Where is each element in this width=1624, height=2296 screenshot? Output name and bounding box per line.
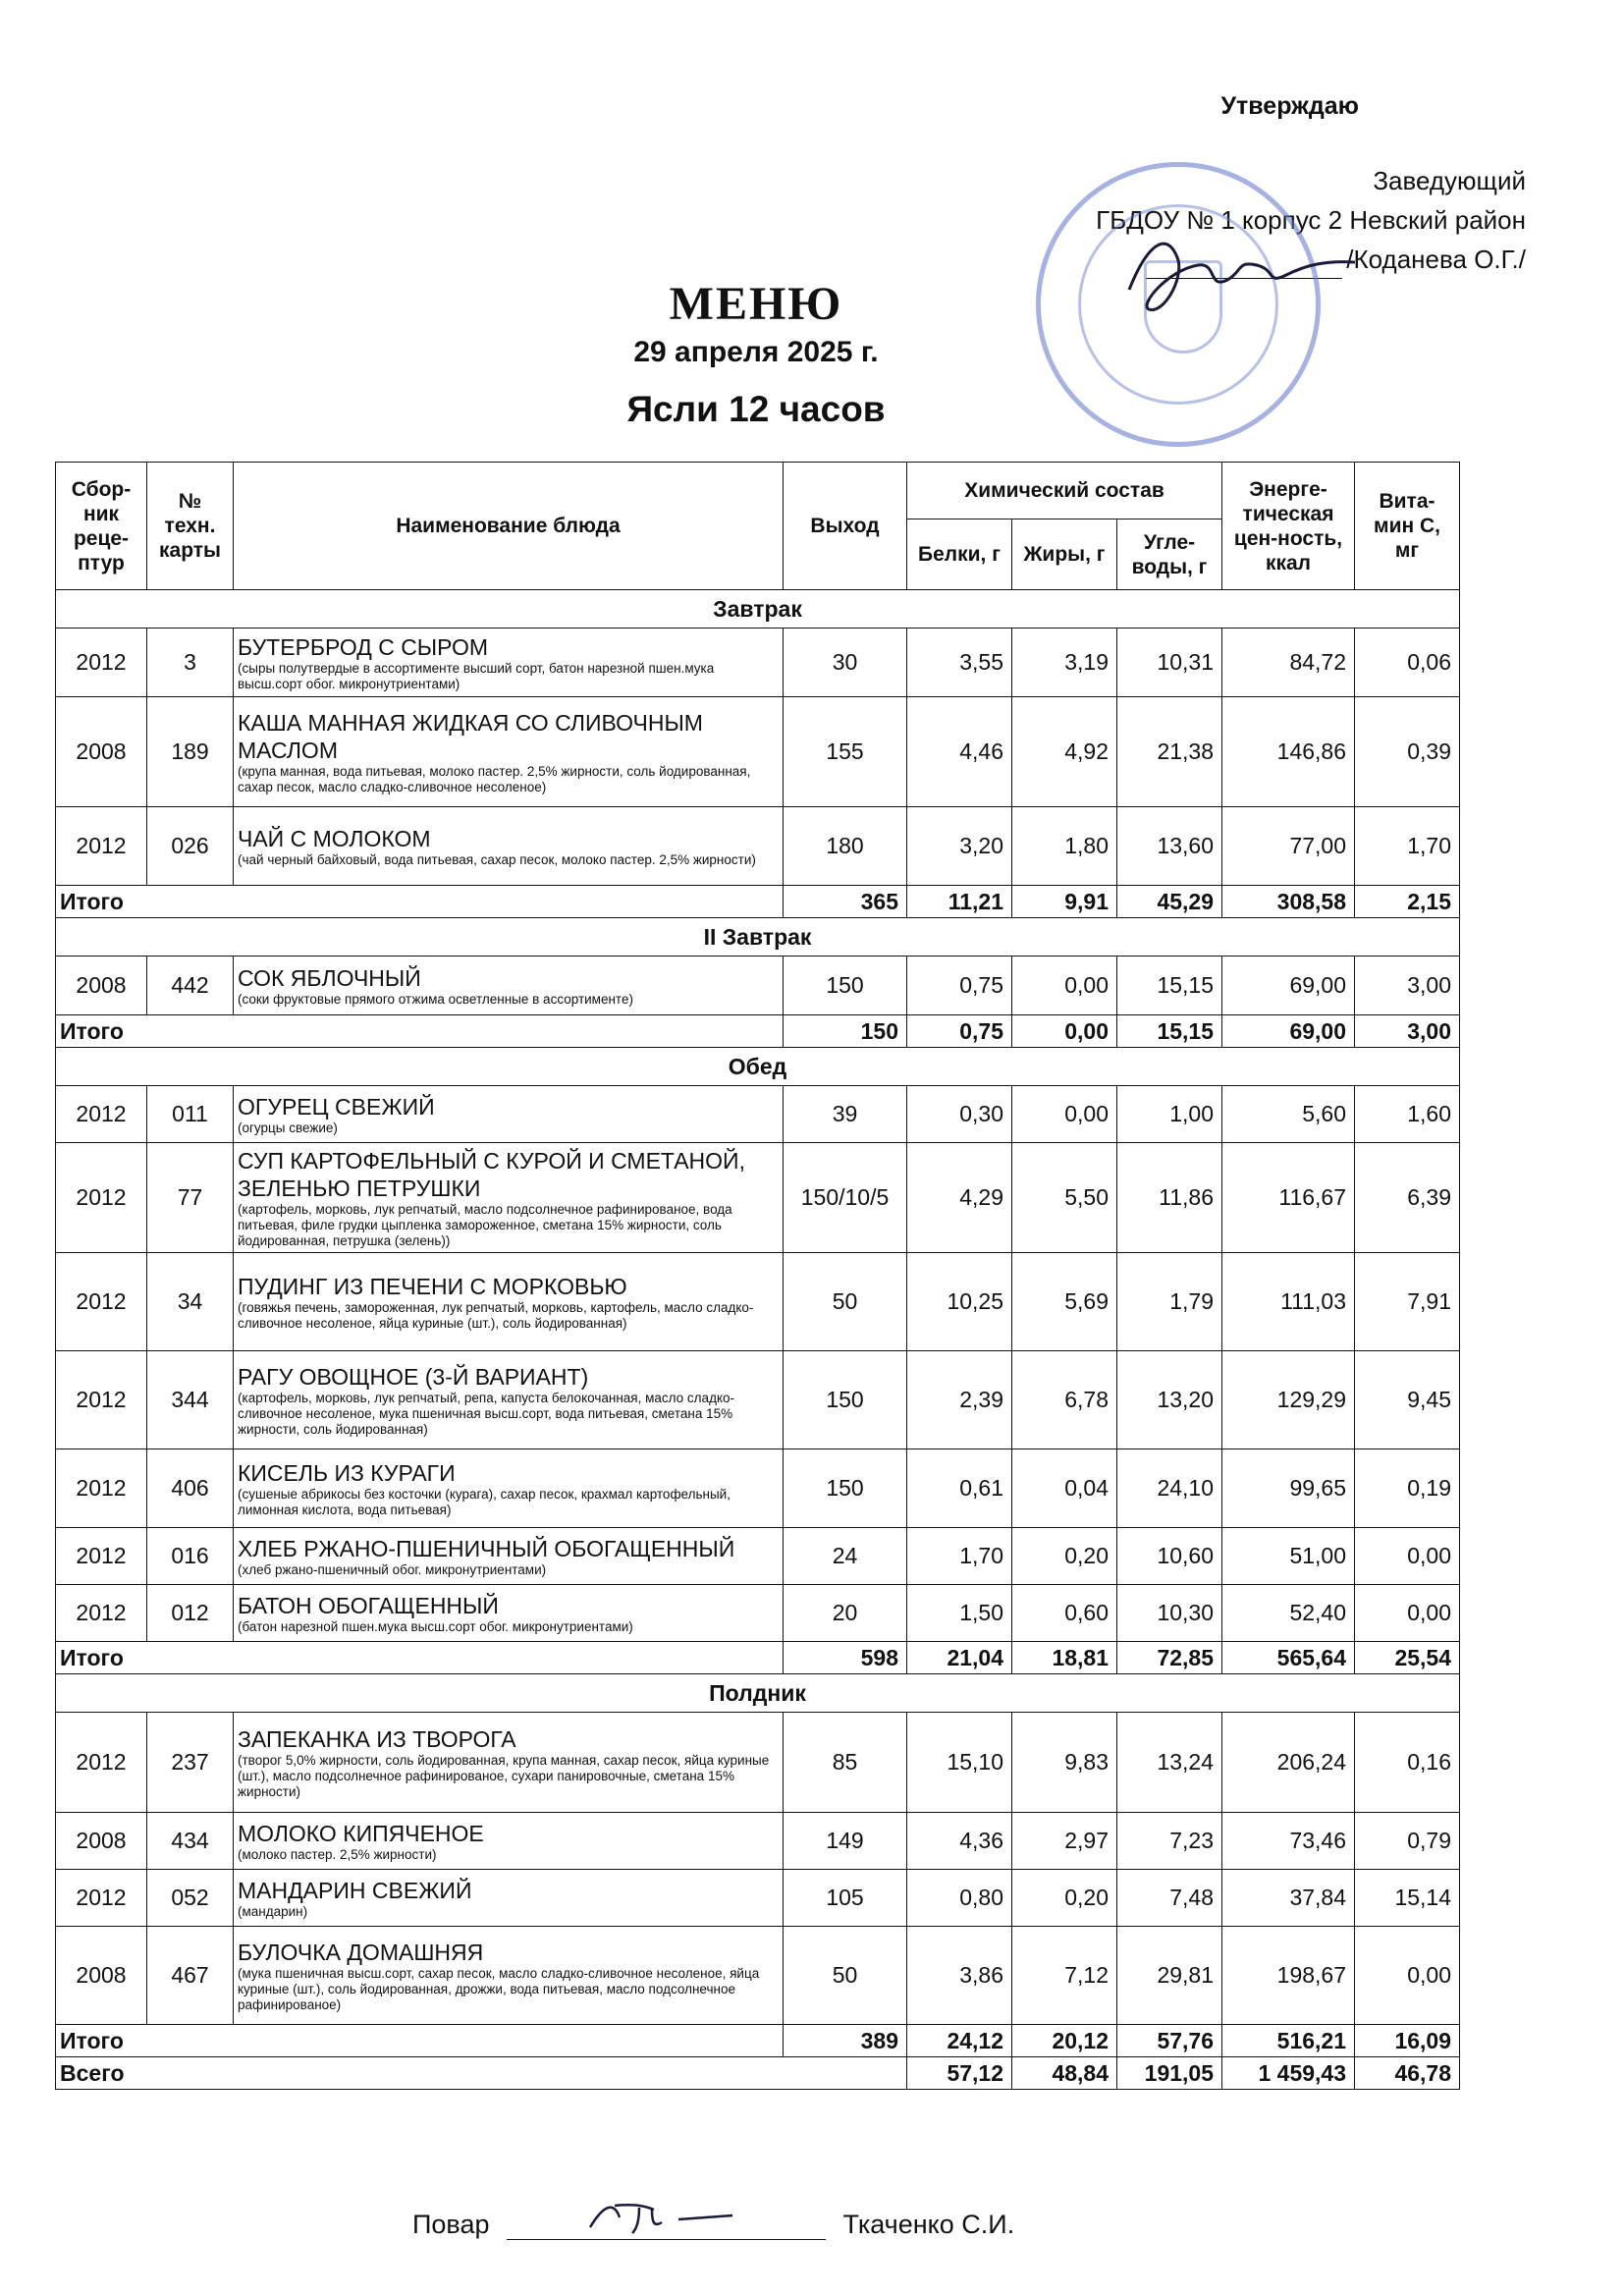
carbs-cell: 11,86 <box>1117 1143 1222 1253</box>
total-vitc: 16,09 <box>1355 2025 1460 2057</box>
table-row <box>56 1927 1460 2025</box>
dish-cell <box>234 1870 784 1927</box>
table-row <box>56 1713 1460 1813</box>
dish-cell <box>234 629 784 697</box>
dish-ingredients: (хлеб ржано-пшеничный обог. микронутриентами) <box>238 1561 547 1577</box>
energy-cell: 37,84 <box>1222 1870 1355 1927</box>
energy-cell: 129,29 <box>1222 1351 1355 1449</box>
carbs-cell: 21,38 <box>1117 697 1222 807</box>
header-chemical: Химический состав <box>907 463 1222 519</box>
vitc-cell: 0,39 <box>1355 697 1460 807</box>
dish-name: ОГУРЕЦ СВЕЖИЙ <box>238 1093 435 1120</box>
total-yield: 389 <box>784 2025 907 2057</box>
protein-cell: 4,29 <box>907 1143 1012 1253</box>
energy-cell: 69,00 <box>1222 957 1355 1015</box>
total-energy: 69,00 <box>1222 1015 1355 1048</box>
dish-ingredients: (сыры полутвердые в ассортименте высший сорт, батон нарезной пшен.мука высш.сорт обог. микронутриентами) <box>238 660 715 691</box>
approval-heading: Утверждаю <box>1220 92 1359 120</box>
dish-cell <box>234 1813 784 1870</box>
card-cell: 467 <box>147 1927 234 2025</box>
cook-signature-block <box>412 2210 1014 2240</box>
section-row <box>56 1048 1460 1086</box>
energy-cell: 52,40 <box>1222 1585 1355 1642</box>
vitc-cell: 1,70 <box>1355 807 1460 886</box>
carbs-cell: 13,20 <box>1117 1351 1222 1449</box>
total-fat: 9,91 <box>1012 886 1117 918</box>
fat-cell: 3,19 <box>1012 629 1117 697</box>
dish-cell <box>234 1449 784 1528</box>
fat-cell: 0,60 <box>1012 1585 1117 1642</box>
fat-cell: 9,83 <box>1012 1713 1117 1813</box>
dish-cell <box>234 957 784 1015</box>
vitc-cell: 1,60 <box>1355 1086 1460 1143</box>
dish-name: СОК ЯБЛОЧНЫЙ <box>238 964 421 991</box>
dish-name: РАГУ ОВОЩНОЕ (3-Й ВАРИАНТ) <box>238 1363 589 1390</box>
section-title: II Завтрак <box>56 918 1460 957</box>
yield-cell: 150 <box>784 1351 907 1449</box>
cook-signature <box>585 2198 782 2237</box>
yield-cell: 150 <box>784 1449 907 1528</box>
dish-name: ХЛЕБ РЖАНО-ПШЕНИЧНЫЙ ОБОГАЩЕННЫЙ <box>238 1535 735 1561</box>
menu-date: 29 апреля 2025 г. <box>633 336 879 368</box>
section-row <box>56 1674 1460 1713</box>
dish-ingredients: (огурцы свежие) <box>238 1120 338 1135</box>
yield-cell: 30 <box>784 629 907 697</box>
dish-cell <box>234 1351 784 1449</box>
section-row <box>56 918 1460 957</box>
yield-cell: 50 <box>784 1927 907 2025</box>
collection-cell: 2012 <box>56 1585 147 1642</box>
card-cell: 344 <box>147 1351 234 1449</box>
vitc-cell: 0,00 <box>1355 1585 1460 1642</box>
menu-table <box>55 462 1460 2090</box>
card-cell: 3 <box>147 629 234 697</box>
dish-ingredients: (картофель, морковь, лук репчатый, репа, капуста белокочанная, масло сладко-сливочное несоленое, мука пшеничная высш.сорт, вода питьевая, сметана 15% жирности, соль йодированная) <box>238 1390 735 1437</box>
carbs-cell: 24,10 <box>1117 1449 1222 1528</box>
dish-cell <box>234 1528 784 1585</box>
table-row <box>56 1143 1460 1253</box>
total-carbs: 45,29 <box>1117 886 1222 918</box>
yield-cell: 150 <box>784 957 907 1015</box>
protein-cell: 0,80 <box>907 1870 1012 1927</box>
total-row <box>56 1642 1460 1674</box>
fat-cell: 0,00 <box>1012 1086 1117 1143</box>
grand-total-energy: 1 459,43 <box>1222 2057 1355 2090</box>
total-label: Итого <box>56 1642 784 1674</box>
fat-cell: 0,04 <box>1012 1449 1117 1528</box>
header-dish-name: Наименование блюда <box>234 463 784 590</box>
header-vitamin: Вита-мин С, мг <box>1355 463 1460 590</box>
carbs-cell: 15,15 <box>1117 957 1222 1015</box>
dish-name: МОЛОКО КИПЯЧЕНОЕ <box>238 1820 484 1846</box>
table-row <box>56 1351 1460 1449</box>
collection-cell: 2012 <box>56 1351 147 1449</box>
yield-cell: 39 <box>784 1086 907 1143</box>
dish-ingredients: (картофель, морковь, лук репчатый, масло подсолнечное рафинированое, вода питьевая, филе грудки цыпленка замороженное, сметана 15% жирности, соль йодированная, петрушка (зелень)) <box>238 1201 732 1248</box>
table-row <box>56 807 1460 886</box>
fat-cell: 0,20 <box>1012 1528 1117 1585</box>
dish-name: СУП КАРТОФЕЛЬНЫЙ С КУРОЙ И СМЕТАНОЙ, ЗЕЛЕНЬЮ ПЕТРУШКИ <box>238 1147 745 1201</box>
grand-total-protein: 57,12 <box>907 2057 1012 2090</box>
dish-cell <box>234 1143 784 1253</box>
table-row <box>56 1585 1460 1642</box>
total-fat: 20,12 <box>1012 2025 1117 2057</box>
header-protein: Белки, г <box>907 519 1012 590</box>
card-cell: 011 <box>147 1086 234 1143</box>
fat-cell: 2,97 <box>1012 1813 1117 1870</box>
dish-name: МАНДАРИН СВЕЖИЙ <box>238 1877 472 1903</box>
protein-cell: 0,30 <box>907 1086 1012 1143</box>
dish-cell <box>234 1713 784 1813</box>
card-cell: 434 <box>147 1813 234 1870</box>
collection-cell: 2008 <box>56 957 147 1015</box>
cook-label: Повар <box>412 2210 490 2239</box>
energy-cell: 116,67 <box>1222 1143 1355 1253</box>
header-fat: Жиры, г <box>1012 519 1117 590</box>
fat-cell: 4,92 <box>1012 697 1117 807</box>
energy-cell: 51,00 <box>1222 1528 1355 1585</box>
vitc-cell: 6,39 <box>1355 1143 1460 1253</box>
table-row <box>56 697 1460 807</box>
table-row <box>56 1253 1460 1351</box>
dish-name: ПУДИНГ ИЗ ПЕЧЕНИ С МОРКОВЬЮ <box>238 1273 627 1299</box>
vitc-cell: 15,14 <box>1355 1870 1460 1927</box>
vitc-cell: 0,16 <box>1355 1713 1460 1813</box>
energy-cell: 84,72 <box>1222 629 1355 697</box>
total-energy: 308,58 <box>1222 886 1355 918</box>
card-cell: 052 <box>147 1870 234 1927</box>
dish-ingredients: (молоко пастер. 2,5% жирности) <box>238 1846 437 1862</box>
collection-cell: 2012 <box>56 807 147 886</box>
energy-cell: 73,46 <box>1222 1813 1355 1870</box>
dish-cell <box>234 697 784 807</box>
menu-title: МЕНЮ <box>669 278 843 330</box>
dish-ingredients: (говяжья печень, замороженная, лук репчатый, морковь, картофель, масло сладко-сливочное несоленое, яйца куриные (шт.), соль йодированная) <box>238 1299 754 1331</box>
energy-cell: 146,86 <box>1222 697 1355 807</box>
cook-name: Ткаченко С.И. <box>842 2210 1015 2239</box>
vitc-cell: 0,00 <box>1355 1528 1460 1585</box>
collection-cell: 2012 <box>56 1449 147 1528</box>
yield-cell: 85 <box>784 1713 907 1813</box>
dish-name: БУТЕРБРОД С СЫРОМ <box>238 633 489 660</box>
carbs-cell: 10,60 <box>1117 1528 1222 1585</box>
yield-cell: 20 <box>784 1585 907 1642</box>
energy-cell: 198,67 <box>1222 1927 1355 2025</box>
protein-cell: 3,55 <box>907 629 1012 697</box>
total-carbs: 72,85 <box>1117 1642 1222 1674</box>
total-protein: 24,12 <box>907 2025 1012 2057</box>
section-title: Завтрак <box>56 590 1460 629</box>
table-row <box>56 1528 1460 1585</box>
energy-cell: 5,60 <box>1222 1086 1355 1143</box>
total-fat: 0,00 <box>1012 1015 1117 1048</box>
vitc-cell: 7,91 <box>1355 1253 1460 1351</box>
collection-cell: 2012 <box>56 1086 147 1143</box>
yield-cell: 180 <box>784 807 907 886</box>
dish-name: БАТОН ОБОГАЩЕННЫЙ <box>238 1592 499 1618</box>
grand-total-row <box>56 2057 1460 2090</box>
total-protein: 21,04 <box>907 1642 1012 1674</box>
protein-cell: 1,70 <box>907 1528 1012 1585</box>
total-row <box>56 2025 1460 2057</box>
approval-org: ГБДОУ № 1 корпус 2 Невский район <box>1096 205 1526 235</box>
card-cell: 026 <box>147 807 234 886</box>
card-cell: 016 <box>147 1528 234 1585</box>
protein-cell: 3,86 <box>907 1927 1012 2025</box>
total-energy: 516,21 <box>1222 2025 1355 2057</box>
vitc-cell: 0,19 <box>1355 1449 1460 1528</box>
header-card: № техн. карты <box>147 463 234 590</box>
dish-ingredients: (сушеные абрикосы без косточки (курага), сахар песок, крахмал картофельный, лимонная кислота, вода питьевая) <box>238 1486 731 1517</box>
carbs-cell: 13,60 <box>1117 807 1222 886</box>
card-cell: 34 <box>147 1253 234 1351</box>
approval-position: Заведующий <box>1373 166 1526 195</box>
yield-cell: 150/10/5 <box>784 1143 907 1253</box>
card-cell: 237 <box>147 1713 234 1813</box>
dish-ingredients: (крупа манная, вода питьевая, молоко пастер. 2,5% жирности, соль йодированная, сахар песок, масло сладко-сливочное несоленое) <box>238 763 751 794</box>
card-cell: 406 <box>147 1449 234 1528</box>
carbs-cell: 13,24 <box>1117 1713 1222 1813</box>
protein-cell: 4,46 <box>907 697 1012 807</box>
yield-cell: 24 <box>784 1528 907 1585</box>
collection-cell: 2008 <box>56 1927 147 2025</box>
dish-cell <box>234 1086 784 1143</box>
card-cell: 012 <box>147 1585 234 1642</box>
card-cell: 442 <box>147 957 234 1015</box>
dish-name: КАША МАННАЯ ЖИДКАЯ СО СЛИВОЧНЫМ МАСЛОМ <box>238 709 703 763</box>
total-yield: 150 <box>784 1015 907 1048</box>
carbs-cell: 7,23 <box>1117 1813 1222 1870</box>
fat-cell: 6,78 <box>1012 1351 1117 1449</box>
table-row <box>56 1813 1460 1870</box>
collection-cell: 2012 <box>56 629 147 697</box>
energy-cell: 99,65 <box>1222 1449 1355 1528</box>
vitc-cell: 9,45 <box>1355 1351 1460 1449</box>
dish-cell <box>234 1253 784 1351</box>
total-protein: 11,21 <box>907 886 1012 918</box>
dish-ingredients: (соки фруктовые прямого отжима осветленные в ассортименте) <box>238 991 633 1007</box>
collection-cell: 2008 <box>56 697 147 807</box>
section-row <box>56 590 1460 629</box>
protein-cell: 2,39 <box>907 1351 1012 1449</box>
total-label: Итого <box>56 1015 784 1048</box>
header-collection: Сбор-ник реце-птур <box>56 463 147 590</box>
protein-cell: 4,36 <box>907 1813 1012 1870</box>
collection-cell: 2012 <box>56 1870 147 1927</box>
dish-name: БУЛОЧКА ДОМАШНЯЯ <box>238 1939 484 1965</box>
fat-cell: 0,00 <box>1012 957 1117 1015</box>
header-energy: Энерге-тическая цен-ность, ккал <box>1222 463 1355 590</box>
carbs-cell: 10,31 <box>1117 629 1222 697</box>
total-row <box>56 886 1460 918</box>
dish-ingredients: (чай черный байховый, вода питьевая, сахар песок, молоко пастер. 2,5% жирности) <box>238 851 756 867</box>
fat-cell: 5,50 <box>1012 1143 1117 1253</box>
energy-cell: 77,00 <box>1222 807 1355 886</box>
carbs-cell: 1,79 <box>1117 1253 1222 1351</box>
table-row <box>56 957 1460 1015</box>
vitc-cell: 3,00 <box>1355 957 1460 1015</box>
fat-cell: 5,69 <box>1012 1253 1117 1351</box>
table-row <box>56 629 1460 697</box>
menu-group: Ясли 12 часов <box>626 389 886 429</box>
card-cell: 77 <box>147 1143 234 1253</box>
dish-ingredients: (мука пшеничная высш.сорт, сахар песок, масло сладко-сливочное несоленое, яйца куриные (шт.), соль йодированная, дрожжи, вода питьевая, масло подсолнечное рафинированое) <box>238 1965 760 2012</box>
total-fat: 18,81 <box>1012 1642 1117 1674</box>
total-label: Итого <box>56 2025 784 2057</box>
total-vitc: 25,54 <box>1355 1642 1460 1674</box>
protein-cell: 0,61 <box>907 1449 1012 1528</box>
protein-cell: 3,20 <box>907 807 1012 886</box>
protein-cell: 15,10 <box>907 1713 1012 1813</box>
fat-cell: 7,12 <box>1012 1927 1117 2025</box>
grand-total-vitc: 46,78 <box>1355 2057 1460 2090</box>
total-vitc: 3,00 <box>1355 1015 1460 1048</box>
carbs-cell: 7,48 <box>1117 1870 1222 1927</box>
section-title: Обед <box>56 1048 1460 1086</box>
carbs-cell: 1,00 <box>1117 1086 1222 1143</box>
dish-ingredients: (творог 5,0% жирности, соль йодированная, крупа манная, сахар песок, яйца куриные (шт.), масло подсолнечное рафинированое, сухари панировочные, сметана 15% жирности) <box>238 1752 770 1799</box>
vitc-cell: 0,06 <box>1355 629 1460 697</box>
table-row <box>56 1870 1460 1927</box>
vitc-cell: 0,00 <box>1355 1927 1460 2025</box>
total-label: Итого <box>56 886 784 918</box>
energy-cell: 111,03 <box>1222 1253 1355 1351</box>
table-row <box>56 1449 1460 1528</box>
dish-cell <box>234 1927 784 2025</box>
total-yield: 598 <box>784 1642 907 1674</box>
collection-cell: 2012 <box>56 1143 147 1253</box>
header-yield: Выход <box>784 463 907 590</box>
yield-cell: 155 <box>784 697 907 807</box>
collection-cell: 2012 <box>56 1713 147 1813</box>
grand-total-label: Всего <box>56 2057 907 2090</box>
total-carbs: 15,15 <box>1117 1015 1222 1048</box>
header-carbs: Угле-воды, г <box>1117 519 1222 590</box>
collection-cell: 2012 <box>56 1253 147 1351</box>
yield-cell: 50 <box>784 1253 907 1351</box>
carbs-cell: 29,81 <box>1117 1927 1222 2025</box>
total-protein: 0,75 <box>907 1015 1012 1048</box>
approval-name: /Коданева О.Г./ <box>1346 245 1526 274</box>
dish-name: КИСЕЛЬ ИЗ КУРАГИ <box>238 1459 456 1486</box>
total-row <box>56 1015 1460 1048</box>
section-title: Полдник <box>56 1674 1460 1713</box>
dish-ingredients: (батон нарезной пшен.мука высш.сорт обог. микронутриентами) <box>238 1618 633 1634</box>
collection-cell: 2012 <box>56 1528 147 1585</box>
yield-cell: 149 <box>784 1813 907 1870</box>
total-vitc: 2,15 <box>1355 886 1460 918</box>
grand-total-fat: 48,84 <box>1012 2057 1117 2090</box>
dish-cell <box>234 807 784 886</box>
protein-cell: 10,25 <box>907 1253 1012 1351</box>
vitc-cell: 0,79 <box>1355 1813 1460 1870</box>
total-yield: 365 <box>784 886 907 918</box>
fat-cell: 0,20 <box>1012 1870 1117 1927</box>
grand-total-carbs: 191,05 <box>1117 2057 1222 2090</box>
protein-cell: 1,50 <box>907 1585 1012 1642</box>
collection-cell: 2008 <box>56 1813 147 1870</box>
total-carbs: 57,76 <box>1117 2025 1222 2057</box>
carbs-cell: 10,30 <box>1117 1585 1222 1642</box>
table-row <box>56 1086 1460 1143</box>
dish-name: ЗАПЕКАНКА ИЗ ТВОРОГА <box>238 1725 516 1752</box>
energy-cell: 206,24 <box>1222 1713 1355 1813</box>
dish-ingredients: (мандарин) <box>238 1903 308 1919</box>
fat-cell: 1,80 <box>1012 807 1117 886</box>
total-energy: 565,64 <box>1222 1642 1355 1674</box>
dish-cell <box>234 1585 784 1642</box>
dish-name: ЧАЙ С МОЛОКОМ <box>238 825 431 851</box>
cook-signature-line <box>507 2212 826 2240</box>
card-cell: 189 <box>147 697 234 807</box>
yield-cell: 105 <box>784 1870 907 1927</box>
protein-cell: 0,75 <box>907 957 1012 1015</box>
